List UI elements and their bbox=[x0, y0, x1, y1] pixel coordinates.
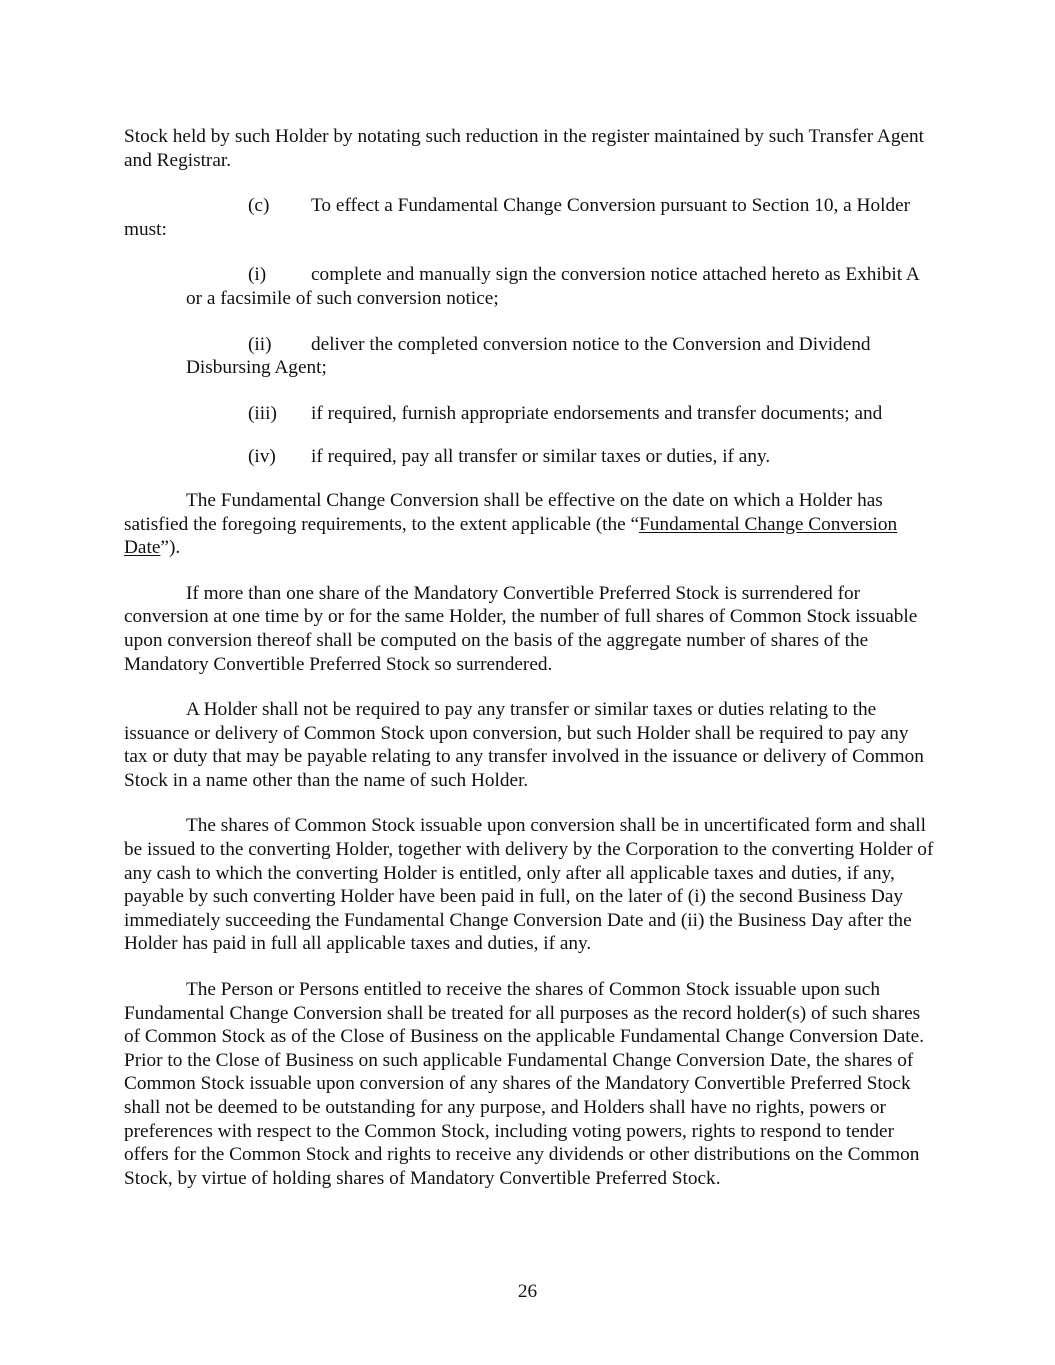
page-number: 26 bbox=[517, 1281, 538, 1302]
list-item-marker: (ii) bbox=[248, 333, 272, 355]
paragraph-continuation: Stock held by such Holder by notating such reduction in the register maintained by such Transfer Agent and Registrar. bbox=[124, 126, 925, 171]
paragraph-taxes: A Holder shall not be required to pay any transfer or similar taxes or duties relating to the issuance or delivery of Common Stock upon conversion, but such Holder shall be required to pay any tax or duty that may be payable relating to any transfer involved in the issuance or delivery of Common Stock in a name other than the name of such Holder. bbox=[124, 699, 924, 791]
defined-term: Fundamental Change Conversion Date bbox=[124, 513, 898, 559]
clause-c bbox=[124, 194, 936, 241]
clause-c-text: To effect a Fundamental Change Conversion pursuant to Section 10, a Holder must: bbox=[124, 195, 911, 240]
list-item-iv bbox=[124, 445, 936, 469]
paragraph-multiple-shares: If more than one share of the Mandatory Convertible Preferred Stock is surrendered for conversion at one time by or for the same Holder, the number of full shares of Common Stock issuable upon conversion thereof shall be computed on the basis of the aggregate number of shares of the Mandatory Convertible Preferred Stock so surrendered. bbox=[124, 582, 918, 675]
paragraph-effective-date: The Fundamental Change Conversion shall be effective on the date on which a Holder has satisfied the foregoing requirements, to the extent applicable (the “Fundamental Change Conversion Date”). bbox=[124, 489, 898, 559]
paragraph-record-holder: The Person or Persons entitled to receive the shares of Common Stock issuable upon such Fundamental Change Conversion shall be treated for all purposes as the record holder(s) of such shares of Common Stock as of the Close of Business on the applicable Fundamental Change Conversion Date. Prior to the Close of Business on such applicable Fundamental Change Conversion Date, the shares of Common Stock issuable upon conversion of any shares of the Mandatory Convertible Preferred Stock shall not be deemed to be outstanding for any purpose, and Holders shall have no rights, powers or preferences with respect to the Common Stock, including voting powers, rights to respond to tender offers for the Common Stock and rights to receive any dividends or other distributions on the Common Stock, by virtue of holding shares of Mandatory Convertible Preferred Stock. bbox=[124, 979, 925, 1189]
list-item-text: if required, furnish appropriate endorsements and transfer documents; and bbox=[311, 402, 883, 424]
list-item-text: complete and manually sign the conversion notice attached hereto as Exhibit A or a facsimile of such conversion notice; bbox=[186, 264, 919, 309]
list-item-marker: (iv) bbox=[248, 446, 276, 468]
paragraph-issuance: The shares of Common Stock issuable upon conversion shall be in uncertificated form and shall be issued to the converting Holder, together with delivery by the Corporation to the converting Holder of any cash to which the converting Holder is entitled, only after all applicable taxes and duties, if any, payable by such converting Holder have been paid in full, on the later of (i) the second Business Day immediately succeeding the Fundamental Change Conversion Date and (ii) the Business Day after the Holder has paid in full all applicable taxes and duties, if any. bbox=[124, 815, 934, 955]
list-item-marker: (i) bbox=[248, 264, 267, 286]
list-item-iii bbox=[124, 402, 936, 426]
list-item-ii bbox=[124, 333, 936, 380]
list-item-text: deliver the completed conversion notice to the Conversion and Dividend Disbursing Agent; bbox=[186, 333, 871, 379]
list-item-i bbox=[124, 263, 936, 310]
document-page bbox=[124, 125, 936, 1212]
list-item-text: if required, pay all transfer or similar taxes or duties, if any. bbox=[311, 446, 771, 468]
list-item-marker: (iii) bbox=[248, 402, 277, 424]
clause-c-marker: (c) bbox=[248, 195, 270, 217]
